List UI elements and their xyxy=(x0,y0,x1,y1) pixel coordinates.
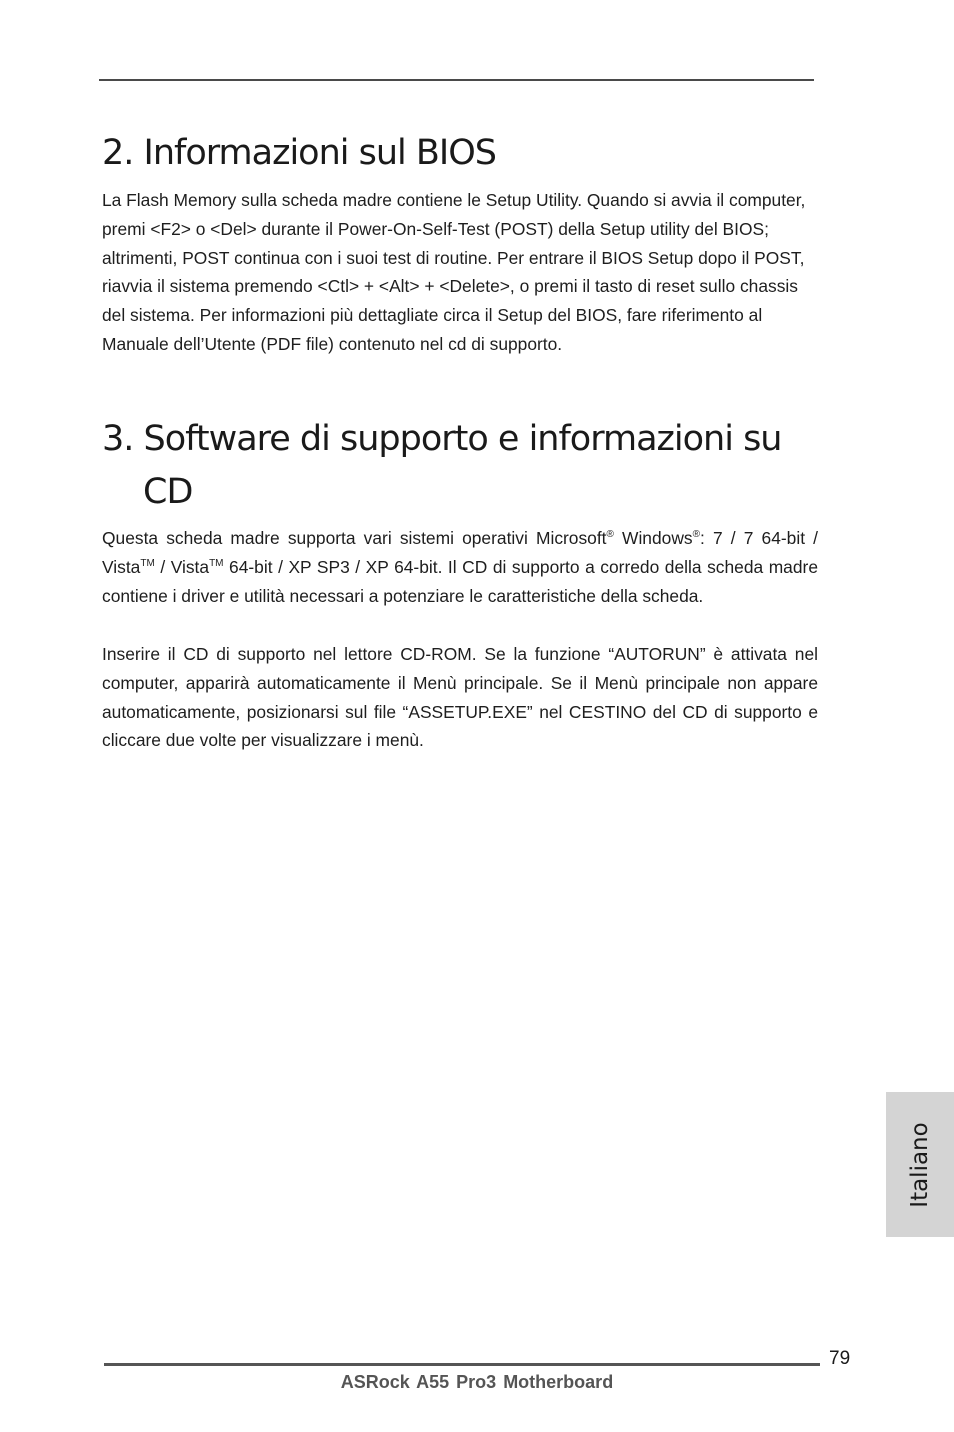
software-paragraph-autorun: Inserire il CD di supporto nel lettore CD-ROM. Se la funzione “AUTORUN” è attivata nel computer, apparirà automaticamente il Menù principale. Se il Menù principale non appare automaticamente, posizionarsi sul file “ASSETUP.EXE” nel CESTINO del CD di supporto e cliccare due volte per visualizzare i menù. xyxy=(102,644,818,751)
os-text-part-3: : 7 / 7 64-bit / Vista xyxy=(102,528,819,577)
trademark-mark: TM xyxy=(209,558,224,569)
language-side-tab xyxy=(886,1092,954,1237)
registered-mark: ® xyxy=(606,529,614,541)
os-text-part-1: Questa scheda madre supporta vari sistemi operativi Microsoft xyxy=(102,528,607,548)
bottom-divider xyxy=(104,1363,820,1366)
os-text-part-2: Windows xyxy=(613,528,693,548)
section-heading-bios: 2. Informazioni sul BIOS xyxy=(102,133,496,173)
os-text-part-5: 64-bit / XP SP3 / XP 64-bit. Il CD di supporto a corredo della scheda madre contiene i driver e utilità necessari a potenziare le caratteristiche della scheda. xyxy=(102,556,818,606)
os-text-part-4: / Vista xyxy=(154,556,210,577)
software-paragraph-os-support xyxy=(102,524,818,610)
page-number: 79 xyxy=(829,1348,851,1369)
section-heading-software-continued: CD xyxy=(143,472,193,512)
bios-paragraph: La Flash Memory sulla scheda madre contiene le Setup Utility. Quando si avvia il computer, premi <F2> o <Del> durante il Power-On-Self-Test (POST) della Setup utility del BIOS; altrimenti, POST continua con i suoi test di routine. Per entrare il BIOS Setup dopo il POST, riavvia il sistema premendo <Ctl> + <Alt> + <Delete>, o premi il tasto di reset sullo chassis del sistema. Per informazioni più dettagliate circa il Setup del BIOS, fare riferimento al Manuale dell’Utente (PDF file) contenuto nel cd di supporto. xyxy=(102,190,806,354)
top-divider xyxy=(99,79,814,81)
section-heading-software: 3. Software di supporto e informazioni su xyxy=(102,419,782,459)
footer-product-name: ASRock A55 Pro3 Motherboard xyxy=(340,1372,614,1392)
registered-mark: ® xyxy=(692,529,700,541)
trademark-mark: TM xyxy=(140,558,155,569)
language-label: Italiano xyxy=(907,1121,933,1208)
